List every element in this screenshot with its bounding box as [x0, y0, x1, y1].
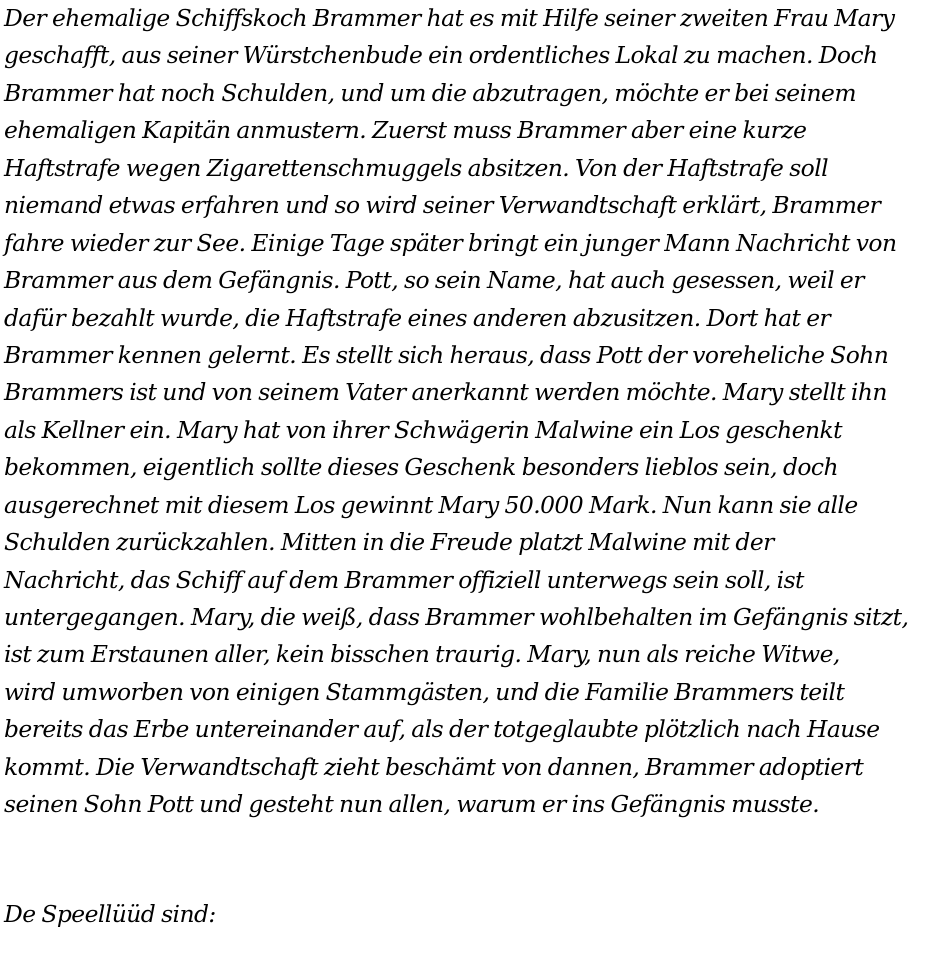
- summary-line: untergegangen. Mary, die weiß, dass Brammer wohlbehalten im Gefängnis sitzt,: [4, 603, 909, 631]
- summary-line: bekommen, eigentlich sollte dieses Geschenk besonders lieblos sein, doch: [4, 453, 838, 482]
- summary-line: dafür bezahlt wurde, die Haftstrafe eines anderen abzusitzen. Dort hat er: [4, 303, 831, 332]
- summary-line: Schulden zurückzahlen. Mitten in die Freude platzt Malwine mit der: [4, 528, 774, 557]
- summary-line: Brammer kennen gelernt. Es stellt sich heraus, dass Pott der voreheliche Sohn: [4, 340, 889, 369]
- summary-line: ehemaligen Kapitän anmustern. Zuerst muss Brammer aber eine kurze: [4, 116, 807, 145]
- cast-heading: De Speellüüd sind:: [4, 900, 216, 928]
- plot-summary-paragraph: [4, 0, 929, 824]
- summary-line: Nachricht, das Schiff auf dem Brammer offiziell unterwegs sein soll, ist: [4, 565, 804, 594]
- summary-line: niemand etwas erfahren und so wird seiner Verwandtschaft erklärt, Brammer: [4, 191, 881, 220]
- summary-line: Brammer aus dem Gefängnis. Pott, so sein Name, hat auch gesessen, weil er: [4, 266, 864, 295]
- summary-line: Der ehemalige Schiffskoch Brammer hat es mit Hilfe seiner zweiten Frau Mary: [4, 4, 895, 32]
- summary-line: geschafft, aus seiner Würstchenbude ein ordentliches Lokal zu machen. Doch: [4, 41, 878, 70]
- summary-line: wird umworben von einigen Stammgästen, und die Familie Brammers teilt: [4, 677, 845, 706]
- summary-line: Brammers ist und von seinem Vater anerkannt werden möchte. Mary stellt ihn: [4, 378, 887, 407]
- summary-line: kommt. Die Verwandtschaft zieht beschämt von dannen, Brammer adoptiert: [4, 752, 864, 781]
- summary-line: ist zum Erstaunen aller, kein bisschen traurig. Mary, nun als reiche Witwe,: [4, 640, 840, 669]
- summary-line: Brammer hat noch Schulden, und um die abzutragen, möchte er bei seinem: [4, 78, 856, 107]
- summary-line: seinen Sohn Pott und gesteht nun allen, warum er ins Gefängnis musste.: [4, 790, 820, 819]
- summary-line: fahre wieder zur See. Einige Tage später bringt ein junger Mann Nachricht von: [4, 228, 897, 257]
- summary-line: als Kellner ein. Mary hat von ihrer Schwägerin Malwine ein Los geschenkt: [4, 415, 842, 444]
- summary-line: bereits das Erbe untereinander auf, als der totgeglaubte plötzlich nach Hause: [4, 715, 880, 744]
- summary-line: Haftstrafe wegen Zigarettenschmuggels absitzen. Von der Haftstrafe soll: [4, 153, 829, 182]
- summary-line: ausgerechnet mit diesem Los gewinnt Mary 50.000 Mark. Nun kann sie alle: [4, 490, 858, 519]
- document-page: [4, 0, 929, 928]
